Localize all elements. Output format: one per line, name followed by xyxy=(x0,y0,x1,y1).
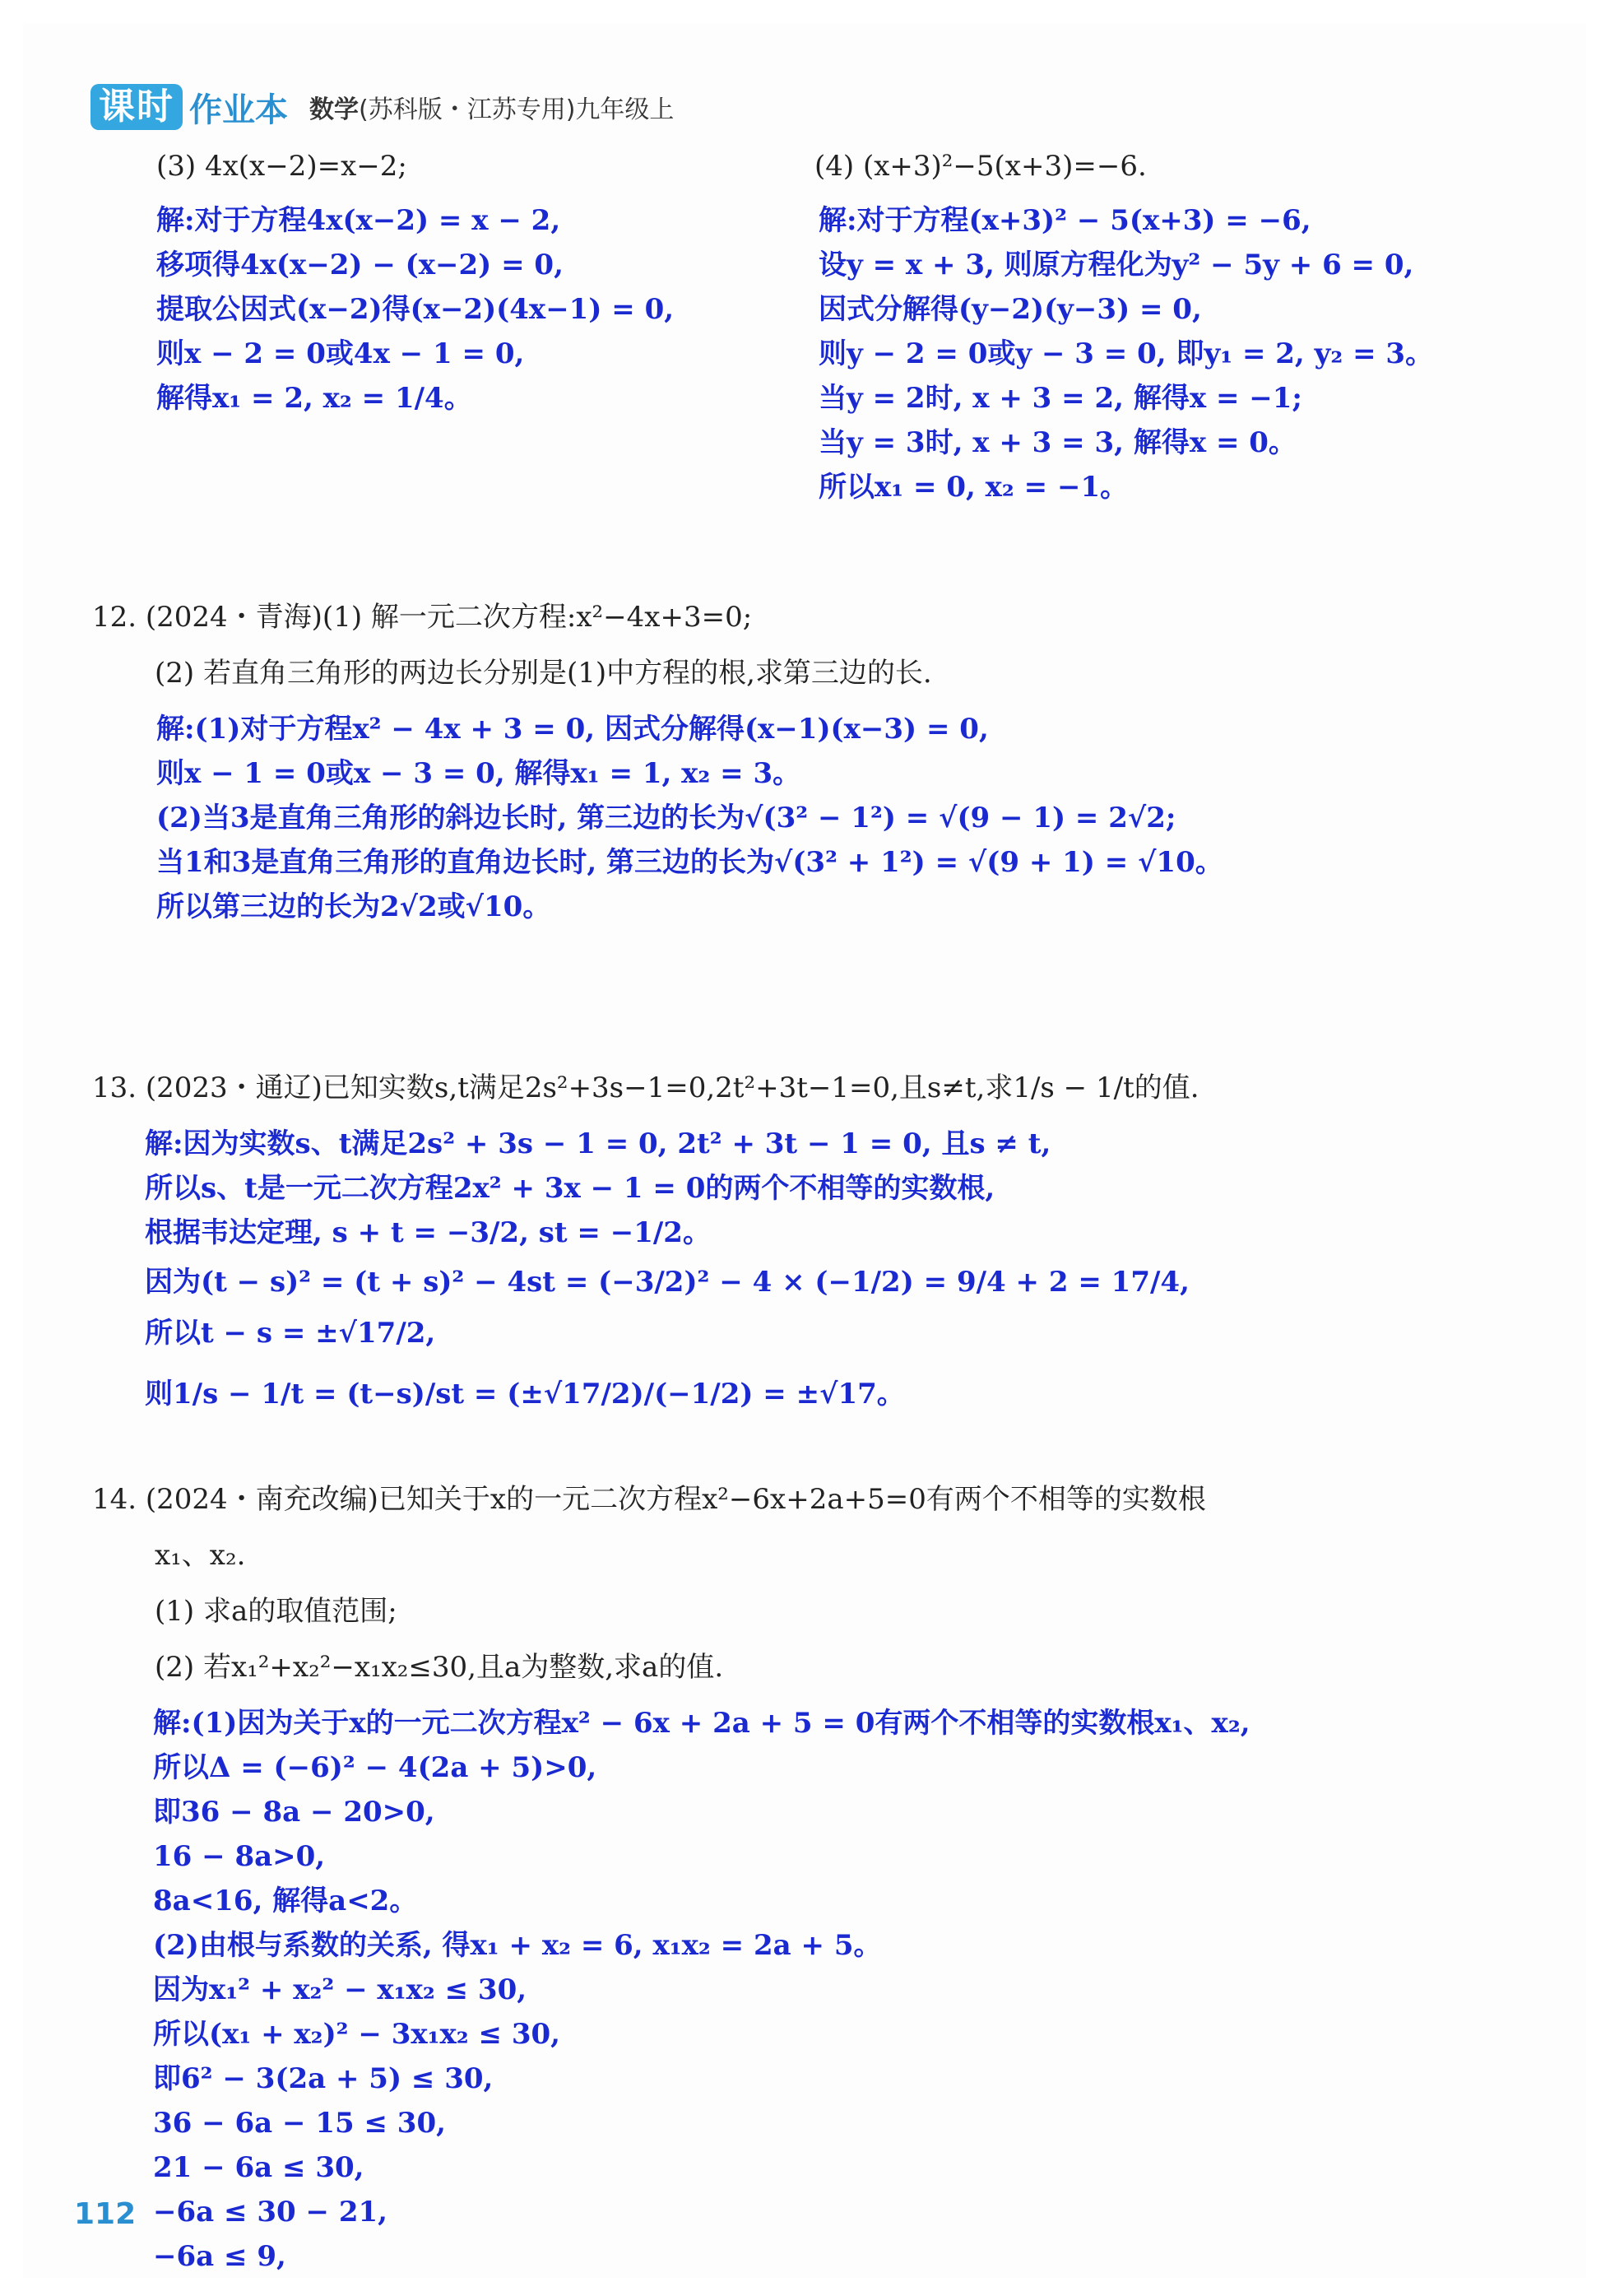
answer-line: 因式分解得(y−2)(y−3) = 0, xyxy=(819,293,1202,326)
brand-logo: 课时 xyxy=(90,84,183,130)
problem-12-statement: 12. (2024・青海)(1) 解一元二次方程:x²−4x+3=0; xyxy=(92,601,753,634)
problem-14-statement: 14. (2024・南充改编)已知关于x的一元二次方程x²−6x+2a+5=0有两个不相等的实数根 xyxy=(92,1483,1206,1516)
answer-line: 当y = 3时, x + 3 = 3, 解得x = 0。 xyxy=(819,426,1297,459)
answer-line: 所以t − s = ±√17/2, xyxy=(145,1317,436,1350)
subject-detail: (苏科版・江苏专用)九年级上 xyxy=(359,95,675,124)
answer-line: 16 − 8a>0, xyxy=(153,1840,326,1873)
answer-line: 当y = 2时, x + 3 = 2, 解得x = −1; xyxy=(819,382,1302,415)
answer-line: 当1和3是直角三角形的直角边长时, 第三边的长为√(3² + 1²) = √(9 + 1) = √10。 xyxy=(156,846,1223,879)
answer-line: 则1/s − 1/t = (t−s)/st = (±√17/2)/(−1/2) = ±√17。 xyxy=(145,1378,905,1411)
book-subject xyxy=(309,89,674,125)
answer-line: 所以第三边的长为2√2或√10。 xyxy=(156,890,551,923)
problem-11-3-statement: (3) 4x(x−2)=x−2; xyxy=(156,150,407,183)
answer-line: 因为x₁² + x₂² − x₁x₂ ≤ 30, xyxy=(153,1973,527,2006)
answer-line: 根据韦达定理, s + t = −3/2, st = −1/2。 xyxy=(145,1216,711,1249)
answer-line: (2)当3是直角三角形的斜边长时, 第三边的长为√(3² − 1²) = √(9 − 1) = 2√2; xyxy=(156,802,1176,834)
answer-line: (2)由根与系数的关系, 得x₁ + x₂ = 6, x₁x₂ = 2a + 5。 xyxy=(153,1929,882,1962)
answer-line: 所以s、t是一元二次方程2x² + 3x − 1 = 0的两个不相等的实数根, xyxy=(145,1172,995,1205)
problem-14-part2: (2) 若x₁²+x₂²−x₁x₂≤30,且a为整数,求a的值. xyxy=(155,1651,724,1684)
problem-12-part2: (2) 若直角三角形的两边长分别是(1)中方程的根,求第三边的长. xyxy=(155,657,932,690)
brand-name: 作业本 xyxy=(189,91,288,129)
page-header xyxy=(90,82,674,132)
answer-line: 移项得4x(x−2) − (x−2) = 0, xyxy=(156,249,564,281)
answer-line: 则x − 2 = 0或4x − 1 = 0, xyxy=(156,337,525,370)
answer-line: 21 − 6a ≤ 30, xyxy=(153,2151,364,2184)
answer-line: 所以(x₁ + x₂)² − 3x₁x₂ ≤ 30, xyxy=(153,2018,561,2051)
page-number: 112 xyxy=(74,2197,137,2231)
answer-line: −6a ≤ 9, xyxy=(153,2240,286,2273)
answer-line: 解:(1)对于方程x² − 4x + 3 = 0, 因式分解得(x−1)(x−3) = 0, xyxy=(156,713,989,746)
answer-line: 提取公因式(x−2)得(x−2)(4x−1) = 0, xyxy=(156,293,675,326)
answer-line: −6a ≤ 30 − 21, xyxy=(153,2196,387,2229)
answer-line: 8a<16, 解得a<2。 xyxy=(153,1885,418,1917)
answer-line: 即36 − 8a − 20>0, xyxy=(153,1796,435,1829)
problem-14-part1: (1) 求a的取值范围; xyxy=(155,1595,397,1628)
answer-line: 所以Δ = (−6)² − 4(2a + 5)>0, xyxy=(153,1751,597,1784)
answer-line: 设y = x + 3, 则原方程化为y² − 5y + 6 = 0, xyxy=(819,249,1414,281)
answer-line: 则y − 2 = 0或y − 3 = 0, 即y₁ = 2, y₂ = 3。 xyxy=(819,337,1434,370)
answer-line: 解得x₁ = 2, x₂ = 1/4。 xyxy=(156,382,472,415)
answer-line: 则x − 1 = 0或x − 3 = 0, 解得x₁ = 1, x₂ = 3。 xyxy=(156,757,801,790)
answer-line: 解:(1)因为关于x的一元二次方程x² − 6x + 2a + 5 = 0有两个不相等的实数根x₁、x₂, xyxy=(153,1707,1250,1740)
answer-line: 因为(t − s)² = (t + s)² − 4st = (−3/2)² − 4 × (−1/2) = 9/4 + 2 = 17/4, xyxy=(145,1266,1190,1299)
answer-line: 解:对于方程4x(x−2) = x − 2, xyxy=(156,204,561,237)
answer-line: 解:对于方程(x+3)² − 5(x+3) = −6, xyxy=(819,204,1311,237)
answer-line: 即6² − 3(2a + 5) ≤ 30, xyxy=(153,2062,494,2095)
problem-14-roots: x₁、x₂. xyxy=(155,1539,246,1572)
subject-name: 数学 xyxy=(309,95,359,124)
answer-line: 所以x₁ = 0, x₂ = −1。 xyxy=(819,471,1129,504)
problem-13-statement: 13. (2023・通辽)已知实数s,t满足2s²+3s−1=0,2t²+3t−1=0,且s≠t,求1/s − 1/t的值. xyxy=(92,1071,1199,1104)
answer-line: 解:因为实数s、t满足2s² + 3s − 1 = 0, 2t² + 3t − 1 = 0, 且s ≠ t, xyxy=(145,1127,1051,1160)
answer-line: 36 − 6a − 15 ≤ 30, xyxy=(153,2107,446,2140)
problem-11-4-statement: (4) (x+3)²−5(x+3)=−6. xyxy=(814,150,1147,183)
